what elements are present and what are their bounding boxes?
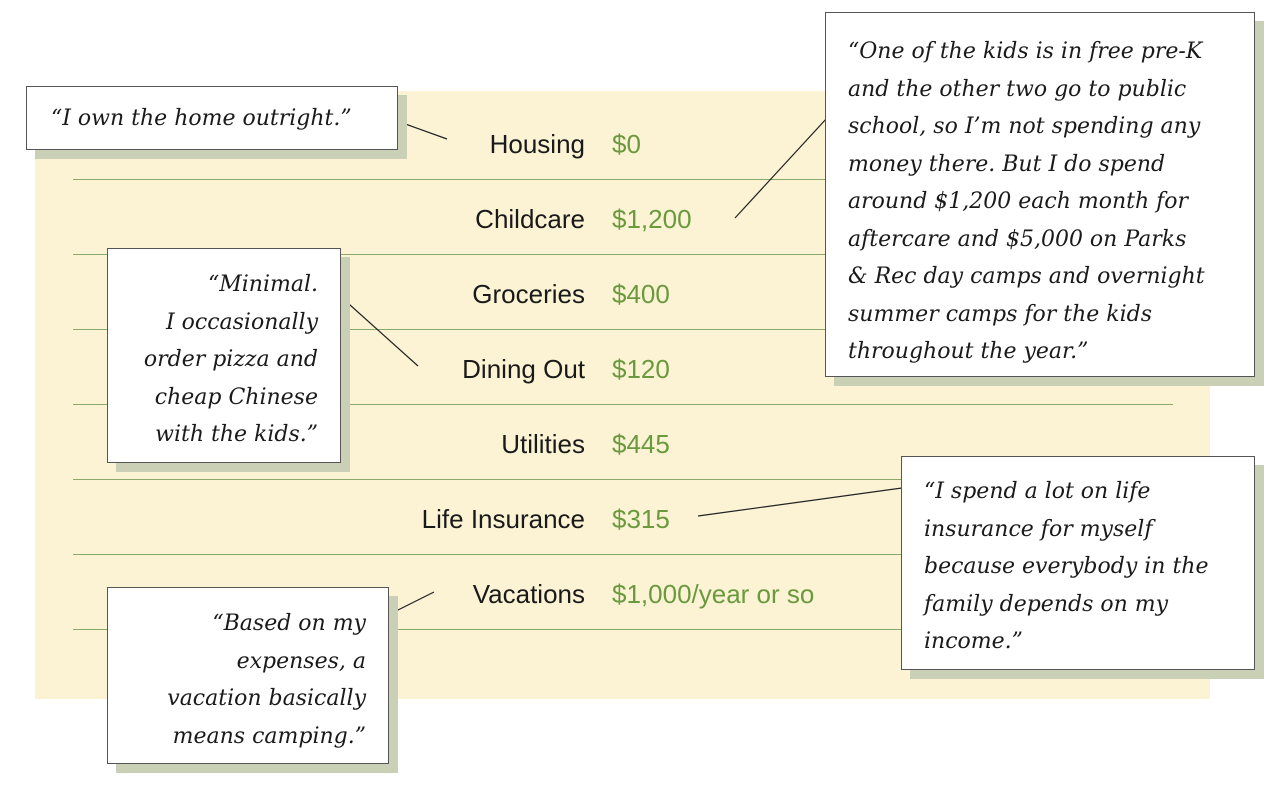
childcare-connector: [735, 118, 827, 218]
quote-line: around $1,200 each month for: [848, 189, 1189, 214]
quote-line: with the kids.”: [155, 422, 318, 447]
vacations-label: Vacations: [472, 579, 585, 609]
childcare-quote: [825, 12, 1255, 377]
quote-line: “Minimal.: [207, 272, 318, 297]
quote-line: “I spend a lot on life: [924, 479, 1151, 504]
dining-out-label: Dining Out: [462, 354, 585, 384]
quote-line: expenses, a: [236, 648, 366, 674]
utilities-value: $445: [612, 429, 670, 459]
quote-line: order pizza and: [143, 347, 318, 372]
quote-line: because everybody in the: [924, 554, 1209, 579]
utilities-label: Utilities: [501, 429, 585, 459]
quote-line: income.”: [924, 629, 1023, 654]
quote-line: & Rec day camps and overnight: [848, 264, 1205, 289]
housing-value: $0: [612, 129, 641, 159]
vacations-quote: [107, 587, 389, 764]
housing-quote: [26, 86, 398, 150]
life-insurance-label: Life Insurance: [421, 504, 585, 534]
quote-line: insurance for myself: [924, 516, 1153, 542]
quote-line: means camping.”: [172, 723, 366, 749]
quote-line: “Based on my: [212, 611, 366, 636]
life-insurance-quote: [901, 456, 1255, 670]
quote-line: I occasionally: [165, 309, 318, 335]
insurance-connector: [698, 488, 902, 516]
housing-connector: [397, 121, 447, 139]
groceries-label: Groceries: [472, 279, 585, 309]
vacations-value: $1,000/year or so: [612, 579, 815, 609]
housing-label: Housing: [489, 129, 585, 159]
quote-line: summer camps for the kids: [848, 301, 1153, 327]
quote-line: “I own the home outright.”: [51, 106, 352, 131]
quote-line: “One of the kids is in free pre-K: [848, 39, 1203, 64]
life-insurance-value: $315: [612, 504, 670, 534]
quote-line: vacation basically: [167, 686, 366, 711]
vacations-connector: [388, 592, 434, 615]
childcare-value: $1,200: [612, 204, 692, 234]
quote-line: money there. But I do spend: [848, 151, 1166, 177]
childcare-label: Childcare: [475, 204, 585, 234]
dining-quote: [107, 248, 341, 463]
groceries-value: $400: [612, 279, 670, 309]
quote-line: school, so I’m not spending any: [848, 114, 1201, 139]
quote-line: family depends on my: [924, 591, 1169, 617]
dining-out-value: $120: [612, 354, 670, 384]
quote-line: and the other two go to public: [848, 76, 1187, 102]
quote-line: cheap Chinese: [154, 384, 318, 410]
quote-line: throughout the year.”: [848, 339, 1089, 364]
dining-connector: [340, 296, 418, 366]
quote-line: aftercare and $5,000 on Parks: [848, 226, 1187, 252]
